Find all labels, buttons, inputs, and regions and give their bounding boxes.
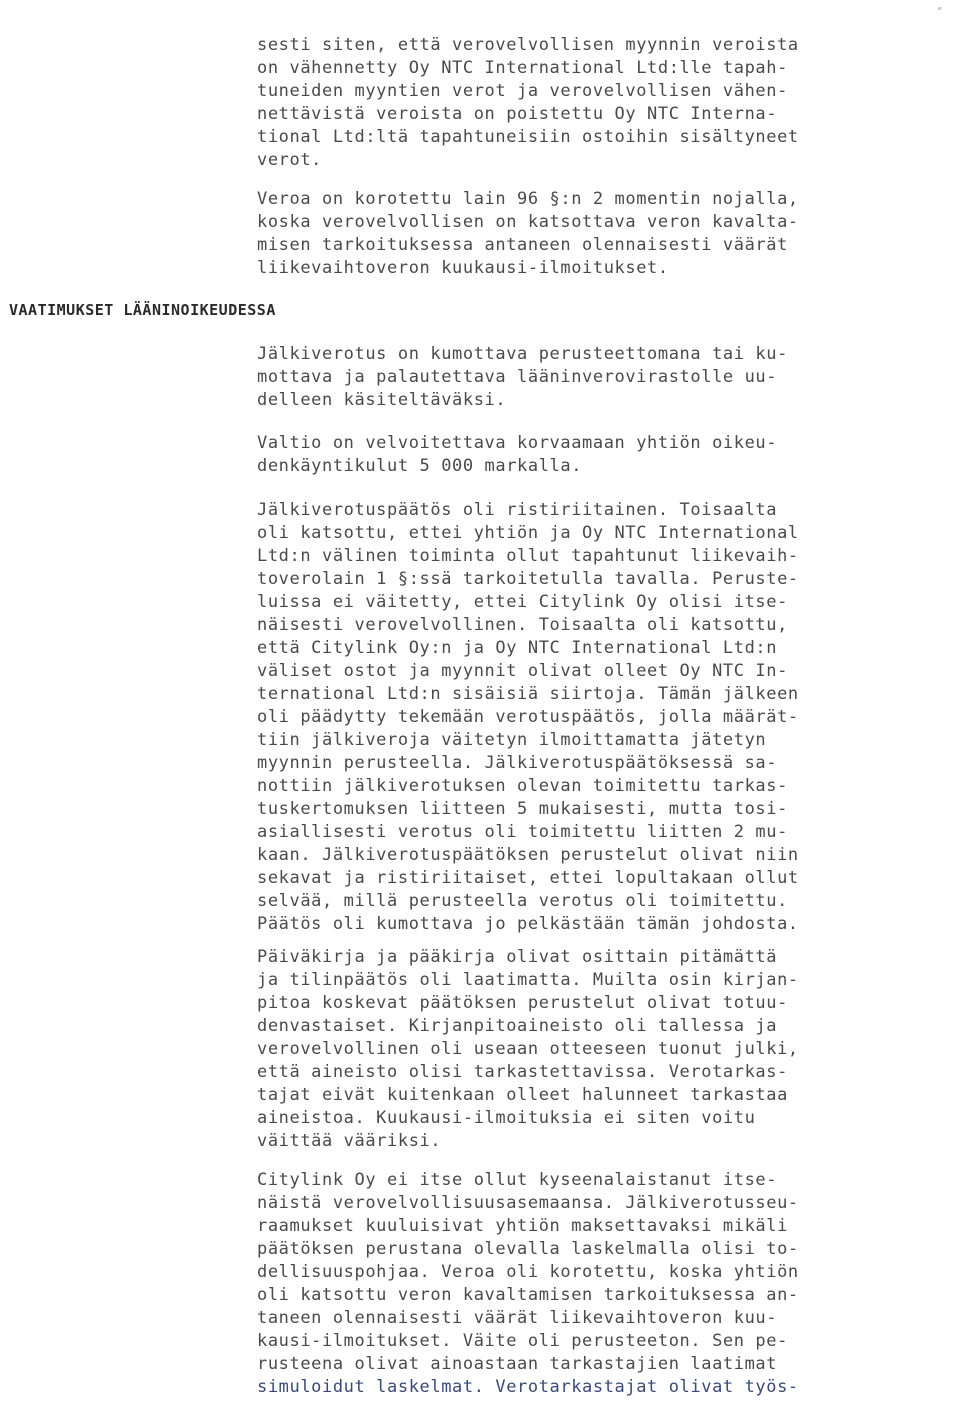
text-line: delleen käsiteltäväksi. — [257, 390, 507, 410]
text-line: aineistoa. Kuukausi-ilmoituksia ei siten voitu — [257, 1108, 756, 1128]
text-line: ja tilinpäätös oli laatimatta. Muilta osin kirjan- — [257, 970, 799, 990]
text-line: oli päädytty tekemään verotuspäätös, jolla määrät- — [257, 707, 799, 727]
text-line: kausi-ilmoitukset. Väite oli perusteeton. Sen pe- — [257, 1331, 788, 1351]
paragraph-3 — [257, 343, 947, 412]
paragraph-1 — [257, 34, 947, 172]
text-line: että aineisto olisi tarkastettavissa. Verotarkas- — [257, 1062, 788, 1082]
text-line: sekavat ja ristiriitaiset, ettei lopultakaan ollut — [257, 868, 799, 888]
text-line: tuneiden myyntien verot ja verovelvollisen vähen- — [257, 81, 788, 101]
text-line: liikevaihtoveron kuukausi-ilmoitukset. — [257, 258, 669, 278]
text-line: denvastaiset. Kirjanpitoaineisto oli tallessa ja — [257, 1016, 778, 1036]
text-line: taneen olennaisesti väärät liikevaihtoveron kuu- — [257, 1308, 778, 1328]
text-line: päätöksen perustana olevalla laskelmalla olisi to- — [257, 1239, 799, 1259]
text-line: että Citylink Oy:n ja Oy NTC International Ltd:n — [257, 638, 778, 658]
section-heading: VAATIMUKSET LÄÄNINOIKEUDESSA — [9, 301, 276, 319]
text-line: on vähennetty Oy NTC International Ltd:lle tapah- — [257, 58, 788, 78]
text-line: verovelvollinen oli useaan otteeseen tuonut julki, — [257, 1039, 799, 1059]
text-line: oli katsottu, ettei yhtiön ja Oy NTC International — [257, 523, 799, 543]
text-line: koska verovelvollisen on katsottava veron kavalta- — [257, 212, 799, 232]
text-line: selvää, millä perusteella verotus oli toimitettu. — [257, 891, 788, 911]
text-line: Ltd:n välinen toiminta ollut tapahtunut liikevaih- — [257, 546, 799, 566]
text-line: väittää vääriksi. — [257, 1131, 442, 1151]
text-line: tional Ltd:ltä tapahtuneisiin ostoihin sisältyneet — [257, 127, 799, 147]
text-line: misen tarkoituksessa antaneen olennaisesti väärät — [257, 235, 788, 255]
text-line: Valtio on velvoitettava korvaamaan yhtiön oikeu- — [257, 433, 778, 453]
text-line: luissa ei väitetty, ettei Citylink Oy olisi itse- — [257, 592, 788, 612]
text-line: rusteena olivat ainoastaan tarkastajien laatimat — [257, 1354, 778, 1374]
text-line: Citylink Oy ei itse ollut kyseenalaistanut itse- — [257, 1170, 778, 1190]
text-line: dellisuuspohjaa. Veroa oli korotettu, koska yhtiön — [257, 1262, 799, 1282]
text-line: nettävistä veroista on poistettu Oy NTC Interna- — [257, 104, 778, 124]
text-line: tuskertomuksen liitteen 5 mukaisesti, mutta tosi- — [257, 799, 788, 819]
text-line: raamukset kuuluisivat yhtiön maksettavaksi mikäli — [257, 1216, 788, 1236]
text-line: pitoa koskevat päätöksen perustelut olivat totuu- — [257, 993, 788, 1013]
text-line: asiallisesti verotus oli toimitettu liitten 2 mu- — [257, 822, 788, 842]
text-line: näisesti verovelvollinen. Toisaalta oli katsottu, — [257, 615, 788, 635]
text-line: kaan. Jälkiverotuspäätöksen perustelut olivat niin — [257, 845, 799, 865]
text-line: Päiväkirja ja pääkirja olivat osittain pitämättä — [257, 947, 778, 967]
text-line: tiin jälkiveroja väitetyn ilmoittamatta jätetyn — [257, 730, 767, 750]
text-line: näistä verovelvollisuusasemaansa. Jälkiverotusseu- — [257, 1193, 799, 1213]
text-line: tajat eivät kuitenkaan olleet halunneet tarkastaa — [257, 1085, 788, 1105]
paragraph-7 — [257, 1169, 947, 1399]
paragraph-2 — [257, 188, 947, 280]
text-line: verot. — [257, 150, 323, 170]
text-line: denkäyntikulut 5 000 markalla. — [257, 456, 583, 476]
paragraph-6 — [257, 946, 947, 1153]
text-line: Päätös oli kumottava jo pelkästään tämän johdosta. — [257, 914, 799, 934]
text-line: mottava ja palautettava lääninverovirastolle uu- — [257, 367, 778, 387]
paragraph-4 — [257, 432, 947, 478]
text-line: Jälkiverotuspäätös oli ristiriitainen. Toisaalta — [257, 500, 778, 520]
text-line: nottiin jälkiverotuksen olevan toimitettu tarkas- — [257, 776, 788, 796]
corner-mark: ₑ — [937, 2, 942, 13]
text-line: oli katsottu veron kavaltamisen tarkoituksessa an- — [257, 1285, 799, 1305]
text-line: sesti siten, että verovelvollisen myynnin veroista — [257, 35, 799, 55]
text-line: ternational Ltd:n sisäisiä siirtoja. Tämän jälkeen — [257, 684, 799, 704]
text-line: Jälkiverotus on kumottava perusteettomana tai ku- — [257, 344, 788, 364]
text-line: toverolain 1 §:ssä tarkoitetulla tavalla. Peruste- — [257, 569, 799, 589]
text-line: Veroa on korotettu lain 96 §:n 2 momentin nojalla, — [257, 189, 799, 209]
text-line: simuloidut laskelmat. Verotarkastajat olivat työs- — [257, 1377, 799, 1397]
text-line: väliset ostot ja myynnit olivat olleet Oy NTC In- — [257, 661, 788, 681]
paragraph-5 — [257, 499, 947, 936]
text-line: myynnin perusteella. Jälkiverotuspäätöksessä sa- — [257, 753, 778, 773]
